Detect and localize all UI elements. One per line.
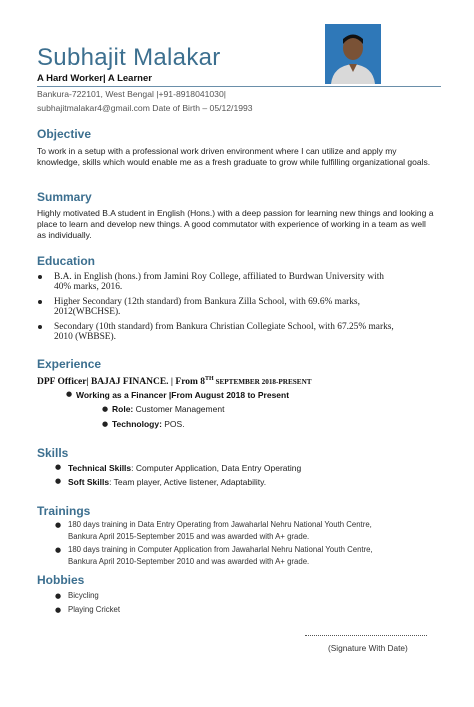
education-item: Higher Secondary (12th standard) from Bankura Zilla School, with 69.6% marks, 2012(WBCHSE).: [54, 297, 360, 317]
technology-item: [112, 419, 185, 429]
summary-heading: Summary: [37, 190, 92, 204]
signature-caption: (Signature With Date): [328, 643, 408, 653]
technical-skills-value: : Computer Application, Data Entry Operating: [131, 463, 302, 473]
hobby-item: Bicycling: [68, 591, 99, 600]
bullet-icon: [38, 275, 42, 279]
bullet-icon: ●: [102, 405, 109, 413]
hobbies-heading: Hobbies: [37, 573, 85, 587]
training-item: 180 days training in Data Entry Operating from Jawaharlal Nehru National Youth Centre, Bankura April 2015-September 2015 and was awarded with A+ grade.: [68, 520, 372, 541]
education-heading: Education: [37, 254, 96, 268]
job-title-part2: SEPTEMBER 2018-PRESENT: [213, 378, 312, 386]
technical-skills: [68, 463, 301, 473]
bullet-icon: ●: [55, 592, 62, 600]
objective-heading: Objective: [37, 127, 92, 141]
technology-label: Technology:: [112, 419, 162, 429]
email-line: subhajitmalakar4@gmail.com Date of Birth – 05/12/1993: [37, 103, 253, 113]
candidate-name: Subhajit Malakar: [37, 44, 221, 71]
role-line: Working as a Financer |From August 2018 to Present: [76, 390, 290, 400]
training-item: 180 days training in Computer Application from Jawaharlal Nehru National Youth Centre, Bankura April 2010-September 2010 and was awarded with A+ grade.: [68, 545, 373, 566]
bullet-icon: ●: [55, 463, 62, 471]
bullet-icon: ●: [66, 390, 73, 398]
experience-heading: Experience: [37, 357, 102, 371]
bullet-icon: [38, 300, 42, 304]
technical-skills-label: Technical Skills: [68, 463, 132, 473]
hobby-item: Playing Cricket: [68, 605, 120, 614]
job-title-superscript: TH: [205, 376, 214, 382]
education-item: Secondary (10th standard) from Bankura Christian Collegiate School, with 67.25% marks, 2010 (WBBSE).: [54, 322, 394, 342]
tagline: A Hard Worker| A Learner: [37, 73, 152, 84]
education-item: B.A. in English (hons.) from Jamini Roy College, affiliated to Burdwan University with 40% marks, 2016.: [54, 272, 384, 292]
soft-skills-value: : Team player, Active listener, Adaptability.: [109, 477, 267, 487]
header-divider: [37, 86, 441, 87]
bullet-icon: ●: [55, 606, 62, 614]
role-item: [112, 404, 224, 414]
soft-skills: [68, 477, 266, 487]
bullet-icon: [38, 325, 42, 329]
profile-photo: [325, 24, 381, 84]
role-value: Customer Management: [133, 404, 225, 414]
summary-text: Highly motivated B.A student in English (Hons.) with a deep passion for learning new things and looking a place to learn and develop new things. A good commutator with experience of working in a team as well as individually.: [37, 208, 434, 240]
skills-heading: Skills: [37, 446, 69, 460]
job-title: [37, 376, 312, 387]
technology-value: POS.: [161, 419, 185, 429]
soft-skills-label: Soft Skills: [68, 477, 110, 487]
bullet-icon: ●: [55, 477, 62, 485]
signature-line: [305, 635, 427, 636]
role-label: Role:: [112, 404, 134, 414]
bullet-icon: ●: [55, 546, 62, 554]
bullet-icon: ●: [102, 420, 109, 428]
bullet-icon: ●: [55, 521, 62, 529]
trainings-heading: Trainings: [37, 504, 91, 518]
address-line: Bankura-722101, West Bengal |+91-8918041030|: [37, 89, 226, 99]
objective-text: To work in a setup with a professional work driven environment where I can utilize and apply my knowledge, skills which would enable me as a fresh graduate to grow while fulfilling organizational goals.: [37, 146, 431, 167]
person-photo-icon: [325, 24, 381, 84]
job-title-part1: DPF Officer| BAJAJ FINANCE. | From 8: [37, 377, 206, 387]
